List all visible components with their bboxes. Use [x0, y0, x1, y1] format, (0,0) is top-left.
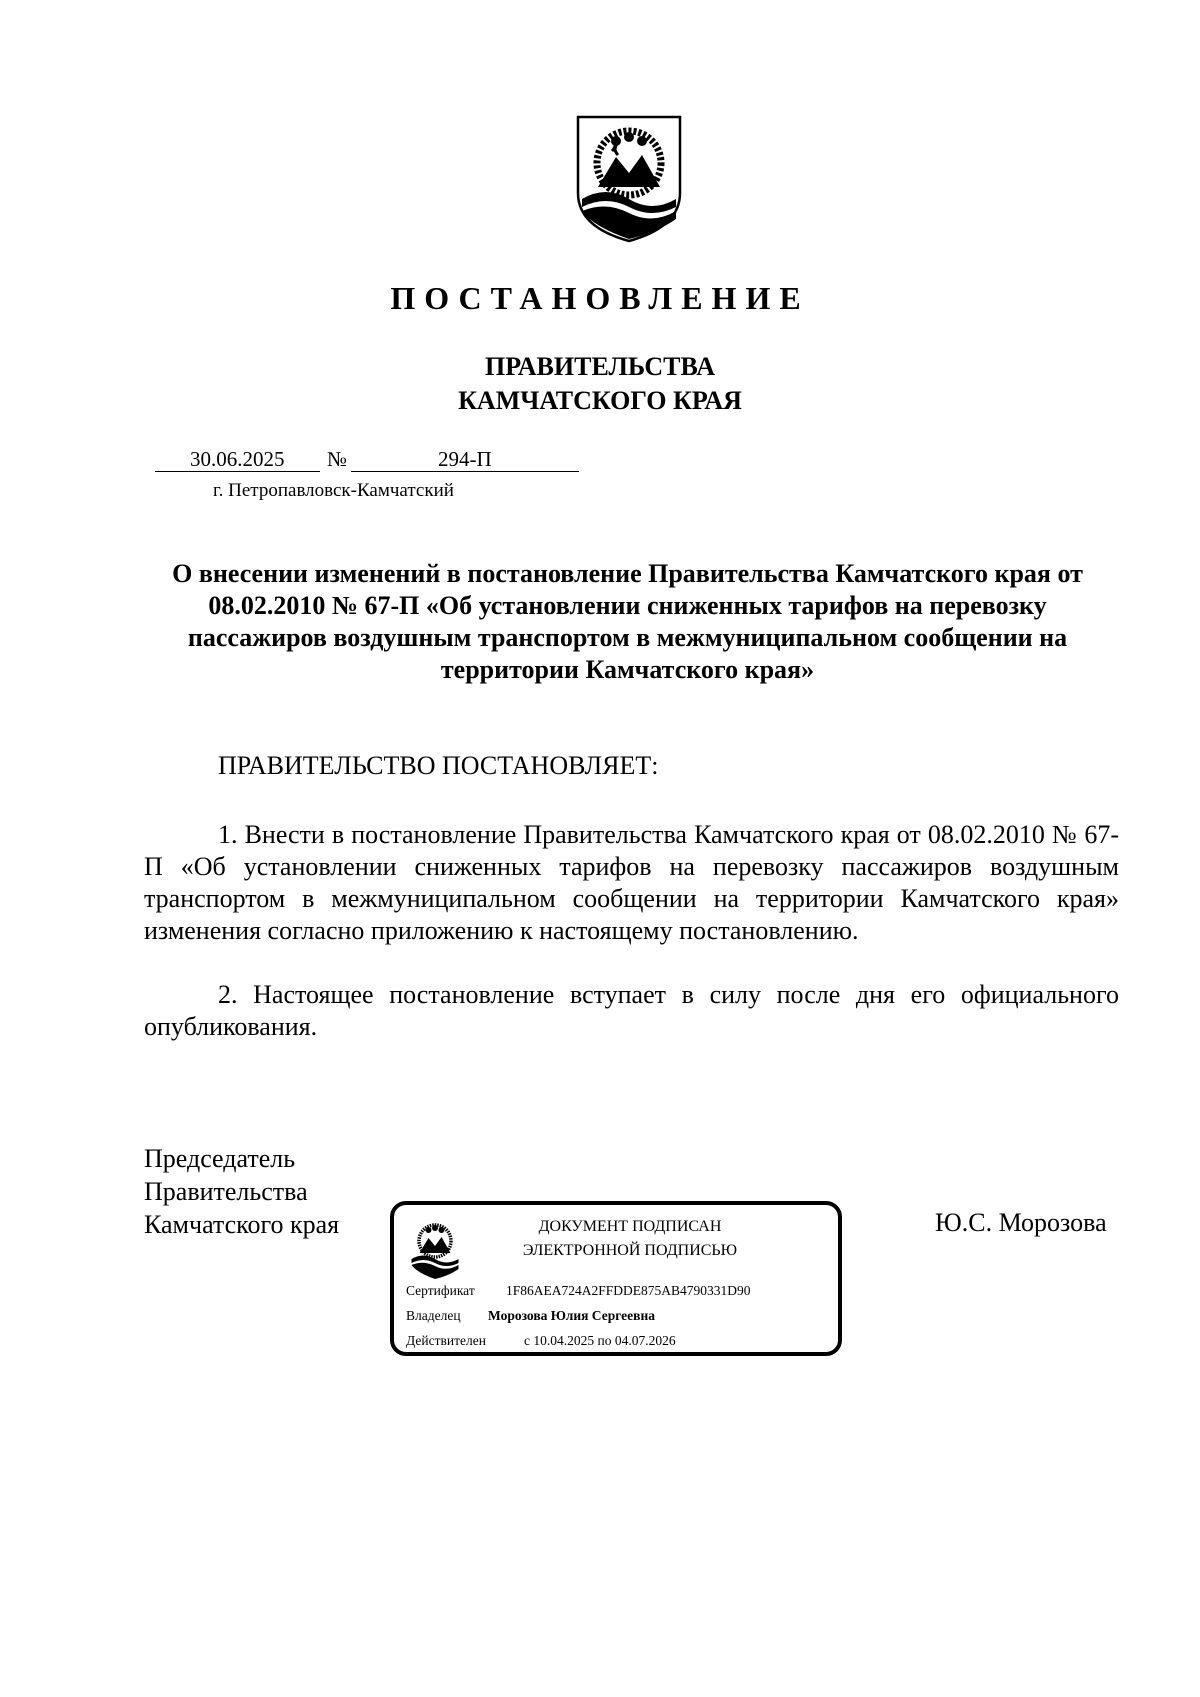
city: г. Петропавловск-Камчатский: [213, 480, 454, 501]
electronic-signature-stamp: [390, 1201, 842, 1356]
stamp-heading-1: ДОКУМЕНТ ПОДПИСАН: [538, 1218, 722, 1235]
number-sign: №: [327, 447, 348, 471]
signatory-position: [144, 1142, 339, 1241]
stamp-heading-2: ЭЛЕКТРОННОЙ ПОДПИСЬЮ: [522, 1242, 738, 1259]
document-date: 30.06.2025: [190, 447, 285, 471]
document-title: О внесении изменений в постановление Правительства Камчатского края от 08.02.2010 № 67-П «Об установлении сниженных тарифов на перевозку пассажиров воздушным транспортом в межмуниципальном сообщении на территории Камчатского края»: [172, 559, 1083, 684]
certificate-label: Сертификат: [406, 1283, 475, 1298]
stamp-certificate-row: [406, 1283, 751, 1299]
owner-value: Морозова Юлия Сергеевна: [488, 1308, 655, 1323]
paragraph-item-2: 2. Настоящее постановление вступает в силу после дня его официального опубликования.: [144, 980, 1119, 1041]
paragraph-item-1: 1. Внести в постановление Правительства Камчатского края от 08.02.2010 № 67-П «Об установлении сниженных тарифов на перевозку пассажиров воздушным транспортом в межмуниципальном сообщении на территории Камчатского края» изменения согласно приложению к настоящему постановлению.: [144, 820, 1119, 945]
authority-line-1: ПРАВИТЕЛЬСТВА: [485, 352, 715, 381]
validity-label: Действителен: [406, 1333, 486, 1348]
validity-value: с 10.04.2025 по 04.07.2026: [524, 1333, 676, 1348]
date-number-line: [155, 447, 575, 475]
owner-label: Владелец: [406, 1308, 461, 1323]
stamp-owner-row: [406, 1308, 655, 1324]
resolves-heading: ПРАВИТЕЛЬСТВО ПОСТАНОВЛЯЕТ:: [218, 751, 659, 780]
signatory-position-line: Правительства: [144, 1177, 308, 1206]
coat-of-arms-icon: [576, 115, 682, 243]
certificate-value: 1F86AEA724A2FFDDE875AB4790331D90: [506, 1283, 751, 1298]
signatory-position-line: Председатель: [144, 1144, 296, 1173]
document-type: ПОСТАНОВЛЕНИЕ: [390, 280, 810, 316]
stamp-validity-row: [406, 1333, 676, 1349]
signatory-name: Ю.С. Морозова: [935, 1208, 1107, 1237]
signatory-position-line: Камчатского края: [144, 1210, 340, 1239]
document-number: 294-П: [438, 447, 492, 471]
authority-line-2: КАМЧАТСКОГО КРАЯ: [458, 386, 742, 415]
